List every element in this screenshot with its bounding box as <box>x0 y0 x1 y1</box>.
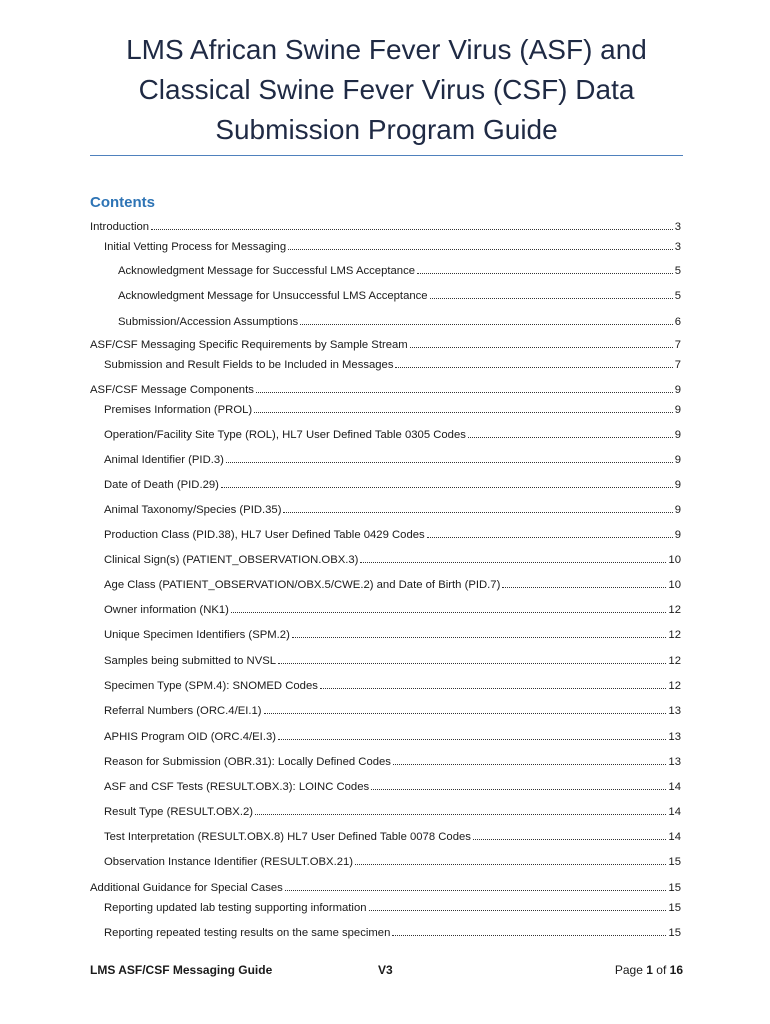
toc-dot-leader <box>300 314 672 325</box>
footer-page-of: of <box>656 963 667 977</box>
toc-entry-label: Age Class (PATIENT_OBSERVATION/OBX.5/CWE.2) and Date of Birth (PID.7) <box>104 579 501 591</box>
toc-entry-label: Referral Numbers (ORC.4/EI.1) <box>104 705 262 717</box>
toc-entry[interactable] <box>104 804 681 819</box>
toc-dot-leader <box>285 880 667 891</box>
toc-entry[interactable] <box>104 357 681 372</box>
title-line-1: LMS African Swine Fever Virus (ASF) and <box>126 34 647 65</box>
toc-dot-leader <box>278 653 666 664</box>
toc-entry-label: Premises Information (PROL) <box>104 404 253 416</box>
toc-entry-label: Reporting repeated testing results on the same specimen <box>104 927 391 939</box>
toc-dot-leader <box>278 729 666 740</box>
toc-entry[interactable] <box>104 703 681 718</box>
toc-entry[interactable] <box>104 552 681 567</box>
toc-entry-page: 15 <box>668 902 681 914</box>
toc-entry[interactable] <box>118 288 681 303</box>
title-line-2: Classical Swine Fever Virus (CSF) Data <box>138 74 635 105</box>
toc-entry-label: Samples being submitted to NVSL <box>104 655 277 667</box>
toc-entry-label: Owner information (NK1) <box>104 604 229 616</box>
toc-dot-leader <box>320 678 667 689</box>
toc-entry[interactable] <box>104 653 681 668</box>
toc-entry-page: 9 <box>674 454 681 466</box>
toc-entry-label: APHIS Program OID (ORC.4/EI.3) <box>104 731 277 743</box>
toc-entry-label: Clinical Sign(s) (PATIENT_OBSERVATION.OBX.3) <box>104 554 359 566</box>
toc-entry-label: Animal Taxonomy/Species (PID.35) <box>104 504 282 516</box>
toc-entry[interactable] <box>104 452 681 467</box>
toc-entry[interactable] <box>104 900 681 915</box>
toc-dot-leader <box>395 357 672 368</box>
toc-entry-page: 14 <box>668 806 681 818</box>
toc-dot-leader <box>430 288 673 299</box>
toc-entry-page: 9 <box>674 529 681 541</box>
toc-dot-leader <box>371 779 666 790</box>
toc-entry-label: ASF and CSF Tests (RESULT.OBX.3): LOINC Codes <box>104 781 370 793</box>
toc-dot-leader <box>226 452 673 463</box>
toc-dot-leader <box>473 829 667 840</box>
toc-entry-label: Result Type (RESULT.OBX.2) <box>104 806 254 818</box>
toc-entry-page: 12 <box>668 655 681 667</box>
toc-entry-label: Animal Identifier (PID.3) <box>104 454 224 466</box>
toc-entry-label: Specimen Type (SPM.4): SNOMED Codes <box>104 680 318 692</box>
footer-page-prefix: Page <box>614 963 643 977</box>
toc-dot-leader <box>292 627 667 638</box>
title-divider <box>90 155 683 156</box>
toc-entry-page: 5 <box>674 265 681 277</box>
toc-entry-label: ASF/CSF Messaging Specific Requirements by Sample Stream <box>90 339 408 351</box>
toc-dot-leader <box>255 804 666 815</box>
title-line-3: Submission Program Guide <box>215 114 558 145</box>
toc-entry-label: Submission/Accession Assumptions <box>118 316 299 328</box>
toc-entry-page: 5 <box>674 290 681 302</box>
toc-entry-page: 9 <box>674 504 681 516</box>
toc-entry[interactable] <box>104 477 681 492</box>
toc-entry-label: Reporting updated lab testing supporting information <box>104 902 367 914</box>
toc-entry[interactable] <box>104 602 681 617</box>
footer-page-current: 1 <box>646 963 653 977</box>
toc-entry[interactable] <box>90 382 681 397</box>
toc-entry-label: Production Class (PID.38), HL7 User Defined Table 0429 Codes <box>104 529 425 541</box>
toc-entry[interactable] <box>104 829 681 844</box>
toc-dot-leader <box>256 382 673 393</box>
toc-entry-label: Introduction <box>90 221 150 233</box>
toc-entry-page: 3 <box>674 241 681 253</box>
toc-dot-leader <box>231 602 666 613</box>
toc-entry[interactable] <box>90 880 681 895</box>
toc-entry[interactable] <box>104 779 681 794</box>
toc-entry-page: 10 <box>668 579 681 591</box>
footer-page-number <box>615 963 683 977</box>
toc-entry-label: Additional Guidance for Special Cases <box>90 882 283 894</box>
toc-entry-page: 10 <box>668 554 681 566</box>
toc-entry-page: 13 <box>668 731 681 743</box>
toc-dot-leader <box>410 337 673 348</box>
toc-entry-page: 13 <box>668 756 681 768</box>
toc-entry[interactable] <box>104 427 681 442</box>
toc-entry[interactable] <box>104 627 681 642</box>
toc-entry-label: ASF/CSF Message Components <box>90 384 254 396</box>
toc-entry-label: Acknowledgment Message for Successful LMS Acceptance <box>118 265 416 277</box>
footer-document-name: LMS ASF/CSF Messaging Guide <box>90 963 273 977</box>
footer-version: V3 <box>378 963 393 977</box>
toc-entry[interactable] <box>104 577 681 592</box>
toc-dot-leader <box>393 754 666 765</box>
toc-dot-leader <box>355 854 666 865</box>
toc-entry-label: Reason for Submission (OBR.31): Locally Defined Codes <box>104 756 391 768</box>
toc-dot-leader <box>392 925 666 936</box>
toc-entry-page: 13 <box>668 705 681 717</box>
toc-entry[interactable] <box>104 925 681 940</box>
toc-dot-leader <box>288 239 673 250</box>
toc-entry-page: 6 <box>674 316 681 328</box>
document-title <box>90 30 683 150</box>
toc-dot-leader <box>360 552 666 563</box>
toc-entry-page: 15 <box>668 927 681 939</box>
toc-entry[interactable] <box>90 219 681 234</box>
toc-entry-label: Initial Vetting Process for Messaging <box>104 241 287 253</box>
toc-dot-leader <box>151 219 673 230</box>
toc-entry-page: 15 <box>668 882 681 894</box>
toc-dot-leader <box>264 703 667 714</box>
toc-dot-leader <box>369 900 667 911</box>
toc-entry-label: Date of Death (PID.29) <box>104 479 219 491</box>
toc-entry[interactable] <box>104 754 681 769</box>
toc-entry-label: Unique Specimen Identifiers (SPM.2) <box>104 629 290 641</box>
toc-entry-page: 3 <box>674 221 681 233</box>
toc-dot-leader <box>502 577 666 588</box>
toc-entry-page: 9 <box>674 429 681 441</box>
toc-entry-page: 7 <box>674 359 681 371</box>
toc-entry-page: 7 <box>674 339 681 351</box>
toc-entry[interactable] <box>104 402 681 417</box>
toc-entry[interactable] <box>104 854 681 869</box>
page-footer <box>90 963 683 979</box>
toc-entry-page: 9 <box>674 384 681 396</box>
toc-entry-page: 15 <box>668 856 681 868</box>
toc-entry-label: Test Interpretation (RESULT.OBX.8) HL7 User Defined Table 0078 Codes <box>104 831 471 843</box>
toc-entry-page: 14 <box>668 781 681 793</box>
toc-entry-page: 9 <box>674 479 681 491</box>
toc-entry-label: Acknowledgment Message for Unsuccessful LMS Acceptance <box>118 290 428 302</box>
toc-dot-leader <box>221 477 673 488</box>
toc-entry[interactable] <box>90 337 681 352</box>
toc-dot-leader <box>417 263 673 274</box>
toc-entry-page: 12 <box>668 680 681 692</box>
toc-entry[interactable] <box>104 239 681 254</box>
toc-entry-label: Submission and Result Fields to be Included in Messages <box>104 359 394 371</box>
toc-dot-leader <box>468 427 673 438</box>
toc-entry[interactable] <box>104 527 681 542</box>
toc-entry-page: 12 <box>668 629 681 641</box>
toc-entry-page: 9 <box>674 404 681 416</box>
toc-entry-page: 12 <box>668 604 681 616</box>
toc-entry-page: 14 <box>668 831 681 843</box>
contents-heading: Contents <box>90 194 155 211</box>
toc-entry-label: Observation Instance Identifier (RESULT.OBX.21) <box>104 856 354 868</box>
footer-page-total: 16 <box>669 963 683 977</box>
toc-entry[interactable] <box>118 263 681 278</box>
toc-dot-leader <box>283 502 672 513</box>
toc-entry[interactable] <box>118 314 681 329</box>
toc-dot-leader <box>427 527 673 538</box>
toc-entry[interactable] <box>104 502 681 517</box>
toc-dot-leader <box>254 402 673 413</box>
toc-entry[interactable] <box>104 678 681 693</box>
toc-entry-label: Operation/Facility Site Type (ROL), HL7 User Defined Table 0305 Codes <box>104 429 466 441</box>
toc-entry[interactable] <box>104 729 681 744</box>
